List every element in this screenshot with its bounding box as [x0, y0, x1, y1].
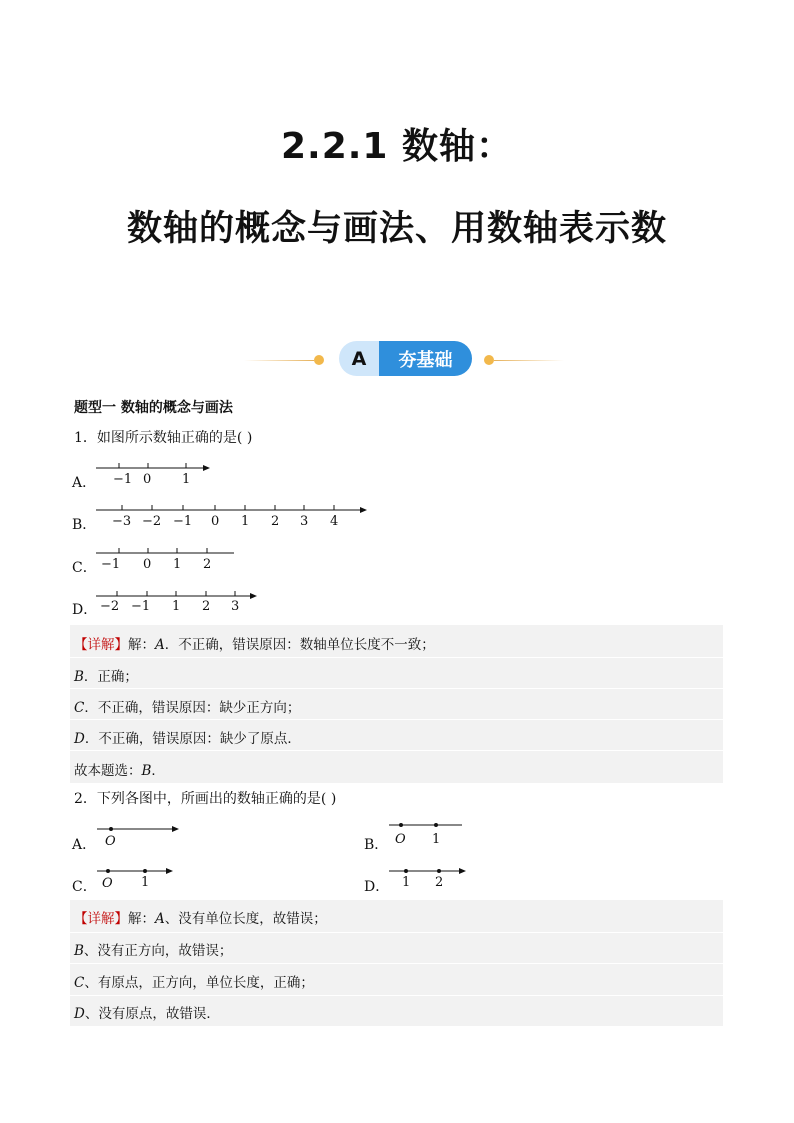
tick-label: −1: [131, 599, 151, 614]
badge-letter: A: [339, 341, 379, 376]
q2-solution-row: D、没有原点，故错误．: [74, 1006, 220, 1022]
q2-option-a-label: A．: [72, 837, 97, 853]
tick-label: −1: [101, 557, 121, 572]
tick-label: O: [105, 834, 116, 849]
q2-solution-row: B、没有正方向，故错误；: [74, 943, 233, 959]
tick-label: −2: [100, 599, 120, 614]
tick-label: −2: [142, 514, 162, 529]
tick-label: 2: [203, 557, 212, 572]
q1-solution-row: D．不正确，错误原因：缺少了原点．: [74, 731, 301, 747]
tick-label: O: [395, 832, 406, 847]
tick-label: 0: [211, 514, 220, 529]
q1-solution-row: C．不正确，错误原因：缺少正方向；: [74, 700, 301, 716]
tick-label: −1: [173, 514, 193, 529]
tick-label: 1: [173, 557, 182, 572]
tick-label: 1: [241, 514, 250, 529]
q1-option-a-label: A．: [72, 475, 97, 491]
q2-option-c-label: C．: [72, 879, 97, 895]
tick-label: 2: [202, 599, 211, 614]
q1-option-b-label: B．: [72, 517, 97, 533]
q1-solution-row: 【详解】解：A．不正确，错误原因：数轴单位长度不一致；: [74, 637, 435, 653]
page-title-line1: 2.2.1 数轴：: [280, 126, 514, 167]
tick-label: −3: [112, 514, 132, 529]
tick-label: 3: [300, 514, 309, 529]
tick-label: 1: [182, 472, 191, 487]
q2-solution-row: C、有原点，正方向，单位长度，正确；: [74, 975, 314, 991]
page-title-line2: 数轴的概念与画法、用数轴表示数: [126, 209, 667, 249]
tick-label: 1: [402, 875, 411, 890]
tick-label: 2: [271, 514, 280, 529]
tick-label: 4: [330, 514, 339, 529]
q1-option-c-label: C．: [72, 560, 97, 576]
solution-tag: 【详解】: [74, 637, 128, 653]
tick-label: 2: [435, 875, 444, 890]
q2-stem: 2．下列各图中，所画出的数轴正确的是( ): [74, 791, 337, 807]
tick-label: 1: [141, 875, 150, 890]
q2-option-d-label: D．: [364, 879, 390, 895]
q1-solution-row: B．正确；: [74, 669, 138, 685]
tick-label: 1: [432, 832, 441, 847]
q1-solution-row: 故本题选：B．: [74, 763, 165, 779]
tick-label: 1: [172, 599, 181, 614]
tick-label: 0: [143, 472, 152, 487]
q2-solution-row: 【详解】解：A、没有单位长度，故错误；: [74, 911, 327, 927]
tick-label: 3: [231, 599, 240, 614]
q2-option-b-label: B．: [364, 837, 389, 853]
badge-text: 夯基础: [379, 341, 472, 376]
q1-stem: 1．如图所示数轴正确的是( ): [74, 430, 253, 446]
q1-option-d-label: D．: [72, 602, 98, 618]
solution-tag: 【详解】: [74, 911, 128, 927]
tick-label: 0: [143, 557, 152, 572]
tick-label: −1: [113, 472, 133, 487]
section-heading: 题型一 数轴的概念与画法: [74, 400, 233, 416]
tick-label: O: [102, 876, 113, 891]
